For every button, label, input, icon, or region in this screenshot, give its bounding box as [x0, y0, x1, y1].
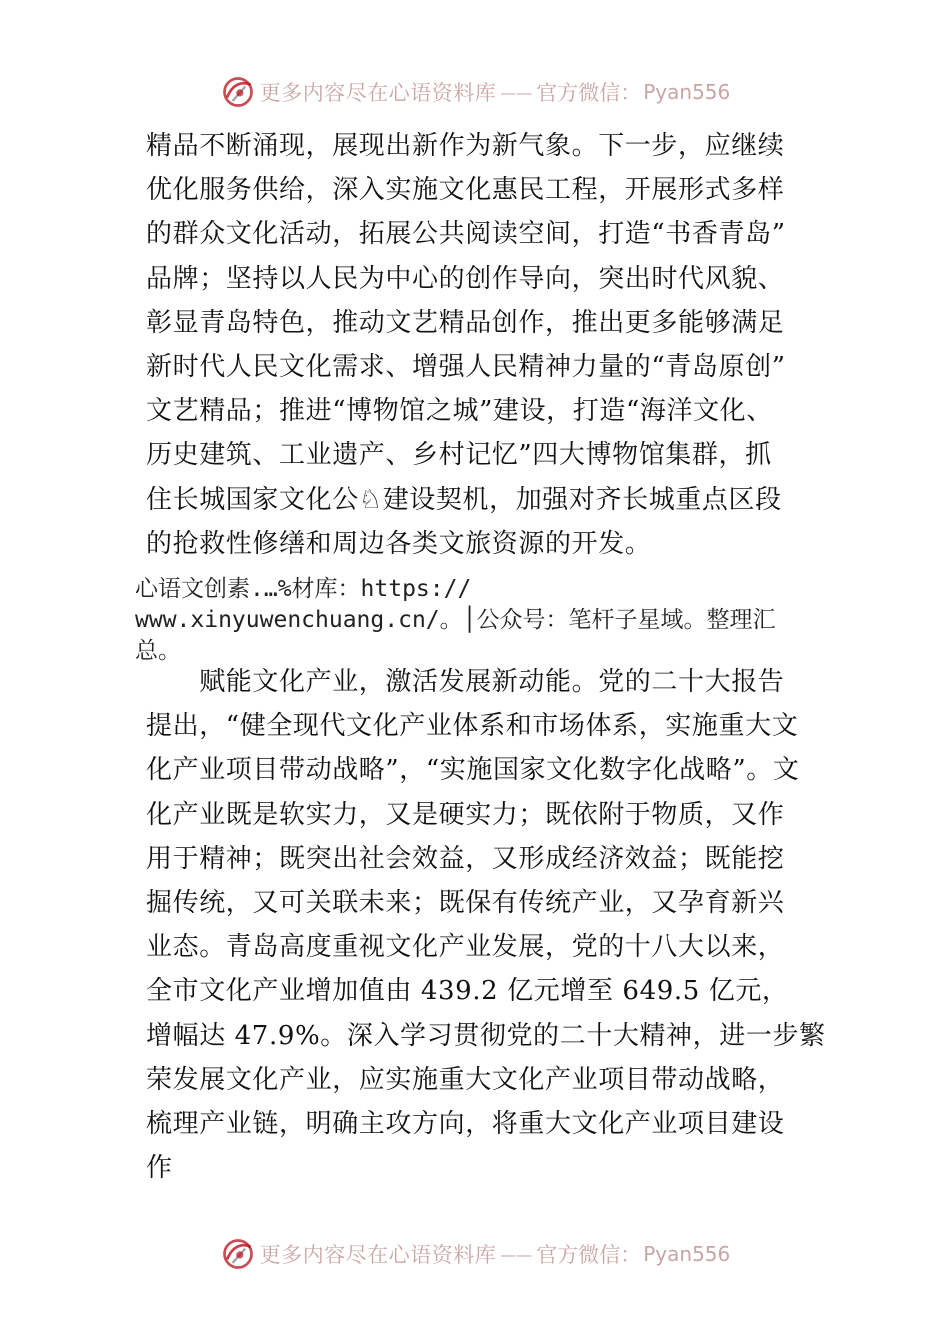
text-line: 优化服务供给，深入实施文化惠民工程，开展形式多样: [146, 175, 785, 206]
watermark-wechat-label: 官方微信：: [536, 1243, 642, 1267]
library-logo-icon: [220, 1236, 256, 1272]
text-line: 全市文化产业增加值由 439.2 亿元增至 649.5 亿元，: [146, 976, 789, 1007]
library-logo-icon: [220, 74, 256, 110]
text-line: 化产业既是软实力，又是硬实力；既依附于物质，又作: [146, 799, 785, 830]
text-line: 化产业项目带动战略”，“实施国家文化数字化战略”。文: [146, 755, 800, 786]
watermark-wechat-id: Pyan556: [643, 1242, 731, 1266]
source-line: 总。: [135, 638, 181, 664]
paragraph-culture-services: [146, 124, 826, 566]
text-line: 文艺精品；推进“博物馆之城”建设，打造“海洋文化、: [146, 396, 773, 427]
watermark-dash: ——: [500, 82, 533, 102]
text-line: 赋能文化产业，激活发展新动能。党的二十大报告: [146, 667, 785, 697]
watermark-wechat-id: Pyan556: [643, 80, 731, 104]
text-line: 新时代人民文化需求、增强人民精神力量的“青岛原创”: [146, 352, 786, 383]
text-line: 用于精神；既突出社会效益，又形成经济效益；既能挖: [146, 843, 785, 874]
footer-watermark: [0, 1232, 950, 1276]
text-line: 荣发展文化产业，应实施重大文化产业项目带动战略，: [146, 1064, 785, 1095]
text-line: 掘传统，又可关联未来；既保有传统产业，又孕育新兴: [146, 888, 785, 919]
text-line: 增幅达 47.9%。深入学习贯彻党的二十大精神，进一步繁: [146, 1020, 826, 1051]
text-line: 住长城国家文化公♘建设契机，加强对齐长城重点区段: [146, 484, 782, 515]
source-note: [135, 574, 835, 667]
text-line: 历史建筑、工业遗产、乡村记忆”四大博物馆集群，抓: [146, 440, 772, 471]
text-line: 梳理产业链，明确主攻方向，将重大文化产业项目建设: [146, 1109, 785, 1140]
text-line: 的抢救性修缮和周边各类文旅资源的开发。: [146, 528, 652, 559]
text-line: 作: [146, 1153, 173, 1184]
watermark-text: 更多内容尽在心语资料库: [259, 1243, 497, 1267]
watermark-dash: ——: [500, 1244, 533, 1264]
text-line: 精品不断涌现，展现出新作为新气象。下一步，应继续: [146, 131, 785, 161]
source-line: www.xinyuwenchuang.cn/。│公众号：笔杆子星域。整理汇: [135, 607, 776, 633]
paragraph-culture-industry: [146, 660, 826, 1190]
header-watermark: [0, 70, 950, 114]
source-line: 心语文创素.…%材库：https://: [135, 576, 472, 602]
text-line: 的群众文化活动，拓展公共阅读空间，打造“书香青岛”: [146, 219, 786, 250]
text-line: 业态。青岛高度重视文化产业发展，党的十八大以来，: [146, 932, 785, 963]
text-line: 品牌；坚持以人民为中心的创作导向，突出时代风貌、: [146, 263, 785, 294]
text-line: 提出，“健全现代文化产业体系和市场体系，实施重大文: [146, 711, 799, 742]
watermark-wechat-label: 官方微信：: [536, 81, 642, 105]
watermark-text: 更多内容尽在心语资料库: [259, 81, 497, 105]
text-line: 彰显青岛特色，推动文艺精品创作，推出更多能够满足: [146, 307, 785, 338]
